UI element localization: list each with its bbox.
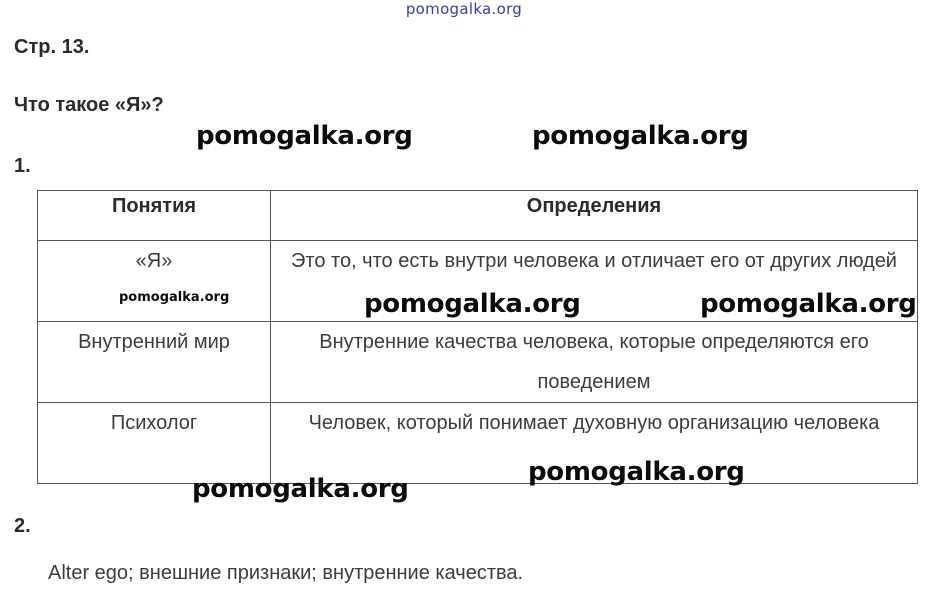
section-title: Что такое «Я»? [14,94,164,116]
page-reference: Стр. 13. [14,36,90,58]
watermark: pomogalka.org [700,289,917,319]
question-number-1: 1. [14,155,31,177]
definition-cell: Внутренние качества человека, которые определяются его поведением [271,322,918,403]
site-header-link[interactable]: pomogalka.org [405,0,523,18]
column-header-definitions: Определения [271,191,918,241]
watermark: pomogalka.org [119,290,230,305]
watermark: pomogalka.org [196,121,413,151]
watermark: pomogalka.org [528,457,745,487]
term-cell: Психолог [38,403,271,484]
term-cell: Внутренний мир [38,322,271,403]
definition-cell: Человек, который понимает духовную организацию человека [271,403,918,484]
definition-cell: Это то, что есть внутри человека и отличает его от других людей [271,241,918,322]
concepts-table [37,190,918,484]
answer-2-text: Alter ego; внешние признаки; внутренние качества. [48,562,524,584]
watermark: pomogalka.org [532,121,749,151]
watermark: pomogalka.org [364,289,581,319]
watermark: pomogalka.org [192,474,409,504]
table-row [38,403,918,484]
column-header-terms: Понятия [38,191,271,241]
term-cell: «Я» [38,241,271,322]
table-header-row [38,191,918,241]
table-row [38,322,918,403]
question-number-2: 2. [14,515,31,537]
